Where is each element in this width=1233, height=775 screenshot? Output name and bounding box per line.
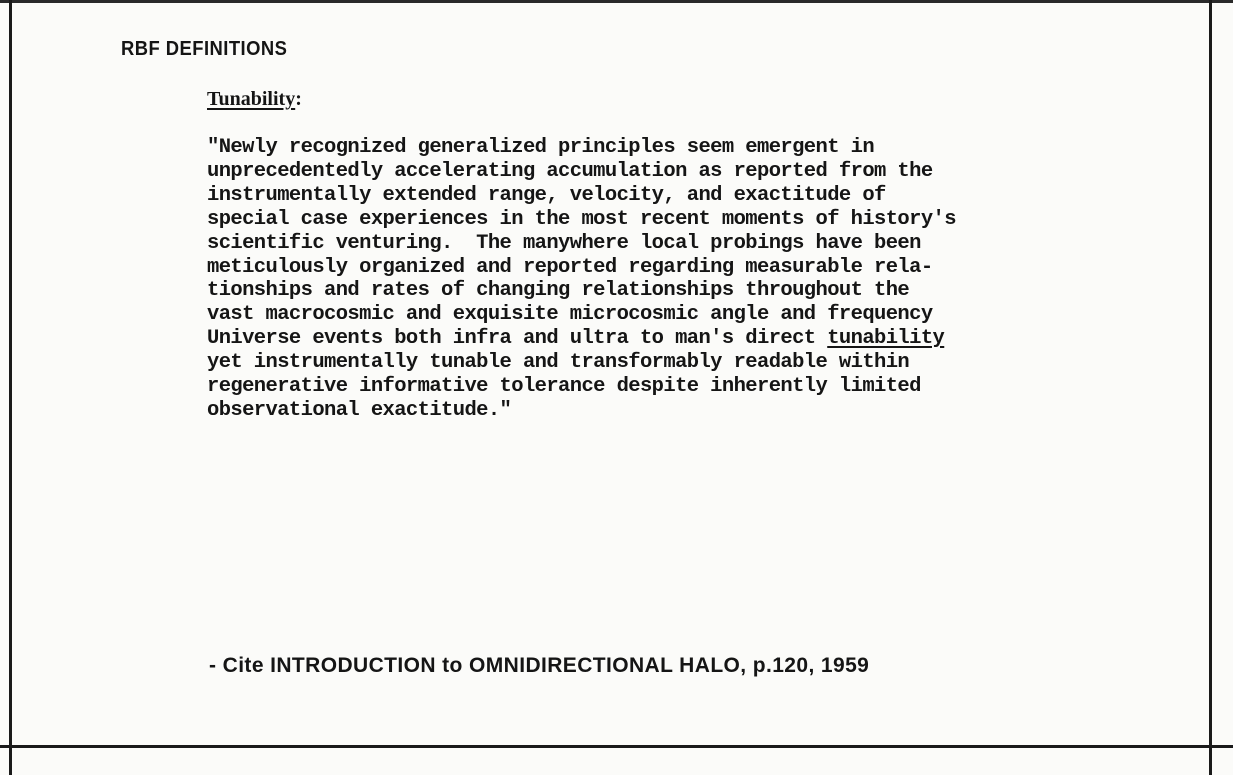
quote-emphasis: tunability — [827, 327, 945, 351]
quote-line: vast macrocosmic and exquisite microcosmic angle and frequency — [207, 303, 933, 327]
quote-line: tionships and rates of changing relationships throughout the — [207, 279, 910, 303]
quote-line: unprecedentedly accelerating accumulation as reported from the — [207, 159, 933, 183]
quote-line-text: Universe events both infra and ultra to man's direct — [207, 327, 828, 351]
quote-line: scientific venturing. The manywhere local probings have been — [207, 231, 921, 255]
card-bottom-border — [0, 745, 1233, 748]
quote-line — [207, 327, 1167, 351]
definition-quote — [207, 136, 1167, 423]
card-left-border — [9, 0, 12, 775]
citation: - Cite INTRODUCTION to OMNIDIRECTIONAL HALO, p.120, 1959 — [209, 654, 870, 677]
quote-line: observational exactitude." — [207, 398, 512, 422]
quote-line: "Newly recognized generalized principles seem emergent in — [207, 136, 875, 159]
quote-line: instrumentally extended range, velocity, and exactitude of — [207, 183, 886, 207]
quote-line: yet instrumentally tunable and transformably readable within — [207, 351, 910, 375]
term-heading — [207, 88, 302, 111]
term-suffix: : — [295, 88, 302, 110]
card-top-border — [0, 0, 1233, 3]
page-title: RBF DEFINITIONS — [121, 38, 288, 60]
quote-line: regenerative informative tolerance despite inherently limited — [207, 375, 921, 399]
quote-line: meticulously organized and reported regarding measurable rela- — [207, 255, 933, 279]
card-right-border — [1209, 0, 1212, 775]
term-label: Tunability — [207, 88, 296, 110]
quote-line: special case experiences in the most recent moments of history's — [207, 207, 956, 231]
